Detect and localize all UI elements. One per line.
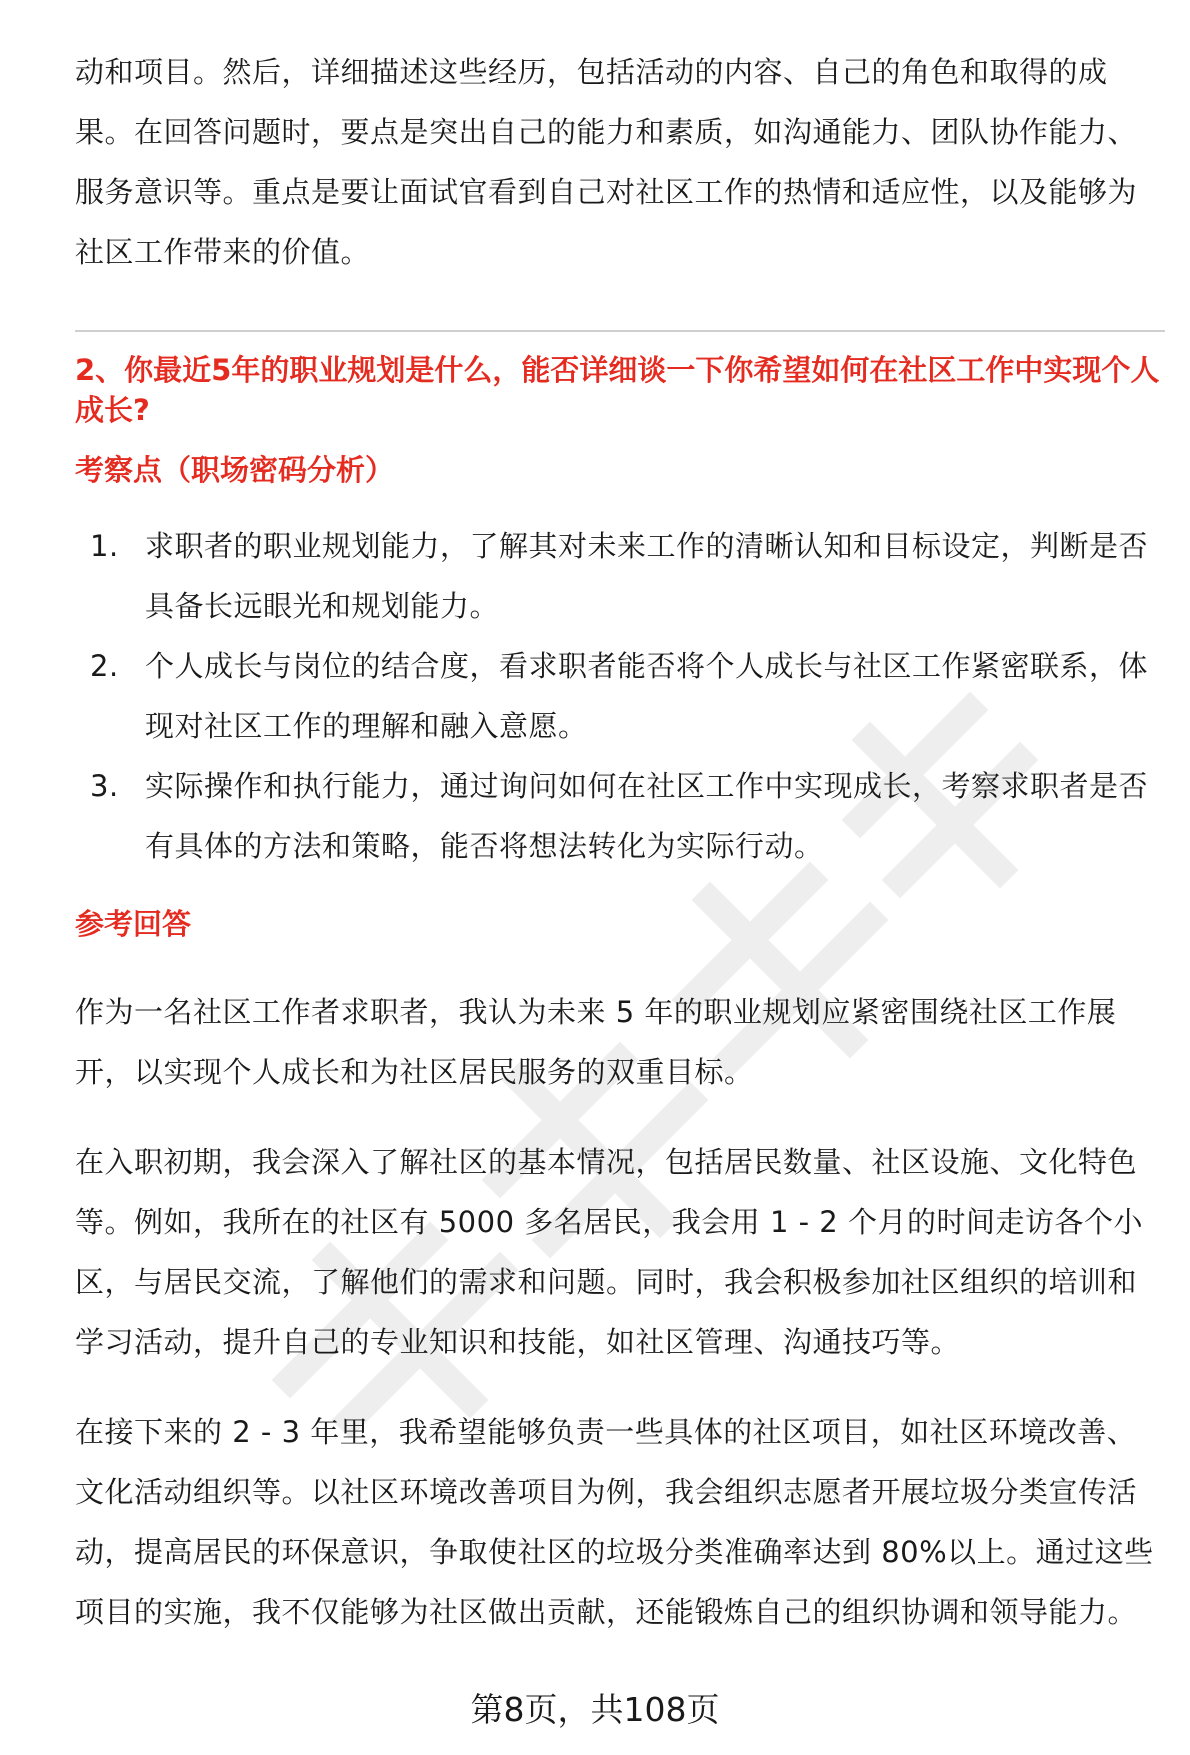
list-item-text: 求职者的职业规划能力，了解其对未来工作的清晰认知和目标设定，判断是否具备长远眼光和规划能力。 [145, 529, 1149, 623]
question-heading: 2、你最近5年的职业规划是什么，能否详细谈一下你希望如何在社区工作中实现个人成长? [75, 353, 1160, 427]
list-item [75, 636, 1165, 756]
examination-points [75, 516, 1165, 876]
intro-paragraph: 动和项目。然后，详细描述这些经历，包括活动的内容、自己的角色和取得的成果。在回答问题时，要点是突出自己的能力和素质，如沟通能力、团队协作能力、服务意识等。重点是要让面试官看到自己对社区工作的热情和适应性，以及能够为社区工作带来的价值。 [75, 55, 1138, 269]
list-item-text: 实际操作和执行能力，通过询问如何在社区工作中实现成长，考察求职者是否有具体的方法和策略，能否将想法转化为实际行动。 [145, 769, 1149, 863]
document-page [75, 0, 1165, 1642]
answer-paragraph: 在入职初期，我会深入了解社区的基本情况，包括居民数量、社区设施、文化特色等。例如，我所在的社区有 5000 多名居民，我会用 1 - 2 个月的时间走访各个小区，与居民交流，了解他们的需求和问题。同时，我会积极参加社区组织的培训和学习活动，提升自己的专业知识和技能，如社区管理、沟通技巧等。 [75, 1145, 1143, 1359]
answer-heading: 参考回答 [75, 907, 192, 941]
list-item-number: 3. [90, 769, 119, 803]
list-item [75, 516, 1165, 636]
section-divider [75, 330, 1165, 332]
examination-heading: 考察点（职场密码分析） [75, 453, 395, 487]
list-item-number: 1. [90, 529, 119, 563]
answer-paragraph: 在接下来的 2 - 3 年里，我希望能够负责一些具体的社区项目，如社区环境改善、文化活动组织等。以社区环境改善项目为例，我会组织志愿者开展垃圾分类宣传活动，提高居民的环保意识，争取使社区的垃圾分类准确率达到 80%以上。通过这些项目的实施，我不仅能够为社区做出贡献，还能锻炼自己的组织协调和领导能力。 [75, 1415, 1154, 1629]
list-item [75, 756, 1165, 876]
answer-paragraph: 作为一名社区工作者求职者，我认为未来 5 年的职业规划应紧密围绕社区工作展开，以实现个人成长和为社区居民服务的双重目标。 [75, 995, 1117, 1089]
page-number-footer: 第8页，共108页 [470, 1690, 720, 1729]
list-item-text: 个人成长与岗位的结合度，看求职者能否将个人成长与社区工作紧密联系，体现对社区工作的理解和融入意愿。 [145, 649, 1149, 743]
list-item-number: 2. [90, 649, 119, 683]
